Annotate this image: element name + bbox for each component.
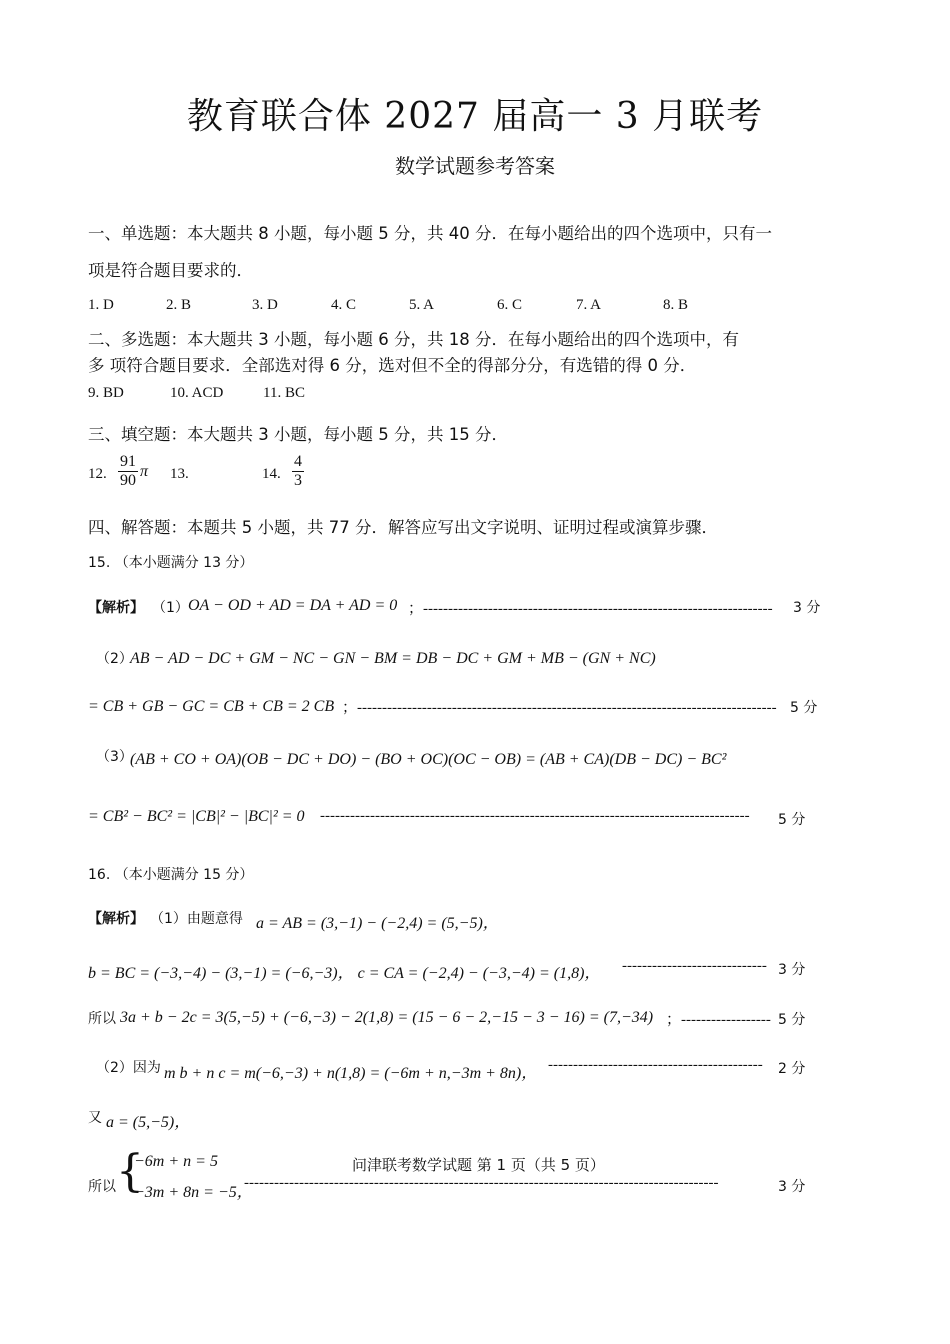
q15-p1-math: OA − OD + AD = DA + AD = 0	[188, 597, 398, 614]
question-13-label: 13.	[170, 466, 189, 482]
q16-p1b-math: b = BC = (−3,−4) − (3,−1) = (−6,−3)， c = CA = (−2,4) − (−3,−4) = (1,8)，	[88, 965, 601, 982]
section1-intro-line2: 项是符合题目要求的．	[88, 261, 253, 280]
q16-p2c-eq1: −6m + n = 5	[134, 1153, 218, 1170]
q16-p2b-label: 又	[88, 1110, 102, 1126]
q16-p1c-score: 5 分	[778, 1012, 806, 1028]
q16-p1-label: （1）由题意得	[150, 911, 243, 927]
q16-p2-label: （2）因为	[96, 1060, 161, 1076]
q15-header: 15. （本小题满分 13 分）	[88, 555, 254, 571]
answer-9: 9. BD	[88, 385, 124, 401]
q16-p1-math: a = AB = (3,−1) − (−2,4) = (5,−5)，	[256, 915, 499, 932]
q15-p2b-score: 5 分	[790, 700, 818, 716]
page-title: 教育联合体 2027 届高一 3 月联考	[186, 96, 764, 137]
answer-10: 10. ACD	[170, 385, 224, 401]
q15-p3b-math: = CB² − BC² = |CB|² − |BC|² = 0	[88, 808, 305, 825]
q16-tag: 【解析】	[88, 911, 144, 927]
q16-p2-math: m b + n c = m(−6,−3) + n(1,8) = (−6m + n,−3m + 8n)，	[164, 1065, 538, 1082]
section3-intro: 三、填空题：本大题共 3 小题，每小题 5 分，共 15 分．	[88, 425, 508, 444]
answer-14-denominator: 3	[294, 472, 302, 489]
section2-intro-line1: 二、多选题：本大题共 3 小题，每小题 6 分，共 18 分．在每小题给出的四个选项中，有	[88, 330, 739, 349]
section4-intro: 四、解答题：本题共 5 小题，共 77 分．解答应写出文字说明、证明过程或演算步骤．	[88, 518, 718, 537]
answer-1: 1. D	[88, 297, 114, 313]
pi-symbol: π	[140, 463, 149, 480]
question-12-label: 12.	[88, 466, 107, 482]
q16-p2c-eq2: −3m + 8n = −5，	[134, 1184, 253, 1201]
q15-tag: 【解析】	[88, 600, 144, 616]
q15-p2-label: （2）	[96, 651, 133, 667]
q16-p2c-label: 所以	[88, 1179, 116, 1195]
q16-p1b-leader: -----------------------------	[622, 958, 767, 974]
q15-p3-label: （3）	[96, 749, 133, 765]
q15-p1-leader: ；----------------------------------------------------------------------	[408, 601, 773, 617]
answer-12-fraction	[118, 453, 148, 490]
q15-p1-label: （1）	[152, 600, 189, 616]
q16-p1c-math: 3a + b − 2c = 3(5,−5) + (−6,−3) − 2(1,8) = (15 − 6 − 2,−15 − 3 − 16) = (7,−34)	[120, 1009, 654, 1026]
q16-p2c-score: 3 分	[778, 1179, 806, 1195]
q15-p3-math: (AB + CO + OA)(OB − DC + DO) − (BO + OC)(OC − OB) = (AB + CA)(DB − DC) − BC²	[130, 751, 727, 768]
answer-3: 3. D	[252, 297, 278, 313]
answer-14-fraction	[292, 453, 304, 490]
q16-p1c-leader: ；------------------	[666, 1012, 771, 1028]
answer-14-numerator: 4	[294, 453, 302, 470]
answer-6: 6. C	[497, 297, 523, 313]
q16-p2c-leader: -----------------------------------------------------------------------------------------------	[244, 1175, 719, 1191]
q16-p2b-math: a = (5,−5)，	[106, 1114, 191, 1131]
q16-p2-leader: -------------------------------------------	[548, 1057, 763, 1073]
q16-p2-score: 2 分	[778, 1061, 806, 1077]
q15-p2b-leader: ；------------------------------------------------------------------------------------	[342, 700, 777, 716]
q15-p2b-math: = CB + GB − GC = CB + CB = 2 CB	[88, 698, 335, 715]
question-14-label: 14.	[262, 466, 281, 482]
section2-intro-line2: 多 项符合题目要求．全部选对得 6 分，选对但不全的得部分分，有选错的得 0 分．	[88, 356, 697, 375]
q15-p2-math: AB − AD − DC + GM − NC − GN − BM = DB − DC + GM + MB − (GN + NC)	[130, 650, 656, 667]
q16-header: 16. （本小题满分 15 分）	[88, 867, 254, 883]
page-subtitle: 数学试题参考答案	[395, 154, 555, 178]
q15-p3b-leader: --------------------------------------------------------------------------------------	[320, 808, 750, 824]
system-brace: {	[116, 1146, 144, 1197]
q15-p3b-score: 5 分	[778, 812, 806, 828]
section1-intro-line1: 一、单选题：本大题共 8 小题，每小题 5 分，共 40 分．在每小题给出的四个选项中，只有一	[88, 224, 772, 243]
answer-11: 11. BC	[263, 385, 305, 401]
answer-4: 4. C	[331, 297, 357, 313]
answer-8: 8. B	[663, 297, 689, 313]
answer-7: 7. A	[576, 297, 602, 313]
q15-p1-score: 3 分	[793, 600, 821, 616]
answer-5: 5. A	[409, 297, 435, 313]
page-footer: 问津联考数学试题 第 1 页（共 5 页）	[352, 1156, 605, 1174]
answer-12-numerator: 91	[120, 453, 136, 470]
answer-2: 2. B	[166, 297, 192, 313]
answer-12-denominator: 90	[120, 472, 136, 489]
q16-p1c-label: 所以	[88, 1011, 116, 1027]
q16-p1b-score: 3 分	[778, 962, 806, 978]
